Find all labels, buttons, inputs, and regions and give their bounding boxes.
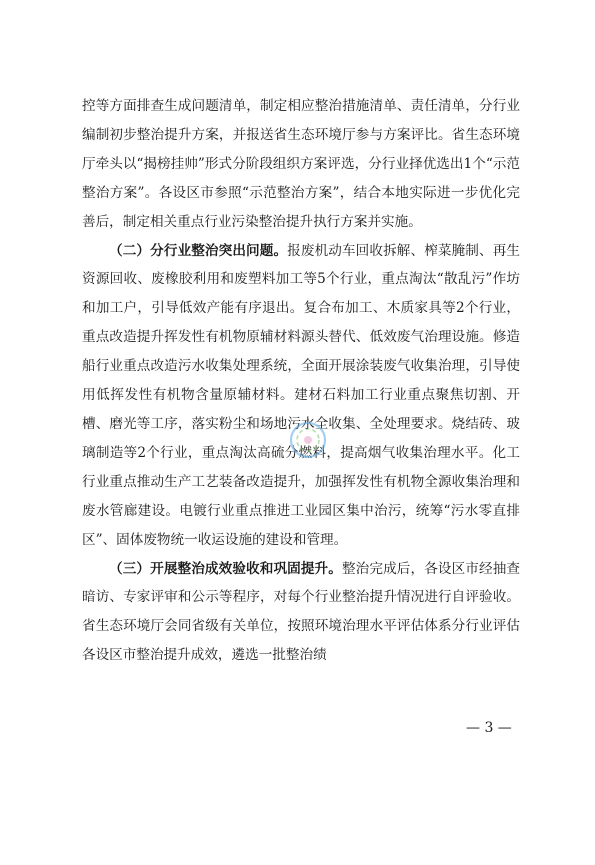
- page-number: — 3 —: [466, 720, 512, 736]
- section-3-text: 整治完成后，各设区市经抽查暗访、专家评审和公示等程序，对每个行业整治提升情况进行自评验收。省生态环境厅会同省级有关单位，按照环境治理水平评估体系分行业评估各设区市整治提升成效，遴选一批整治绩: [82, 560, 521, 664]
- document-body: [82, 92, 520, 670]
- paragraph-section-3: [82, 555, 520, 671]
- section-3-heading: （三）开展整治成效验收和巩固提升。: [109, 560, 342, 577]
- circular-stamp-icon: [286, 418, 330, 462]
- paragraph-continuation: 控等方面排查生成问题清单，制定相应整治措施清单、责任清单，分行业编制初步整治提升方案，并报送省生态环境厅参与方案评比。省生态环境厅牵头以“揭榜挂帅”形式分阶段组织方案评选，分行业择优选出1个“示范整治方案”。各设区市参照“示范整治方案”，结合本地实际进一步优化完善后，制定相关重点行业污染整治提升执行方案并实施。: [82, 98, 520, 230]
- paragraph-section-2: [82, 237, 520, 555]
- section-2-heading: （二）分行业整治突出问题。: [109, 242, 288, 259]
- section-2-text: 报废机动车回收拆解、榨菜腌制、再生资源回收、废橡胶利用和废塑料加工等5个行业，重点淘汰“散乱污”作坊和加工户，引导低效产能有序退出。复合布加工、木质家具等2个行业，重点改造提升挥发性有机物原辅材料源头替代、低效废气治理设施。修造船行业重点改造污水收集处理系统，全面开展涂装废气收集治理，引导使用低挥发性有机物含量原辅材料。建材石料加工行业重点聚焦切割、开槽、磨光等工序，落实粉尘和场地污水全收集、全处理要求。烧结砖、玻璃制造等2个行业，重点淘汰高硫分燃料，提高烟气收集治理水平。化工行业重点推动生产工艺装备改造提升，加强挥发性有机物全源收集治理和废水管廊建设。电镀行业重点推进工业园区集中治污，统筹“污水零直排区”、固体废物统一收运设施的建设和管理。: [82, 242, 521, 548]
